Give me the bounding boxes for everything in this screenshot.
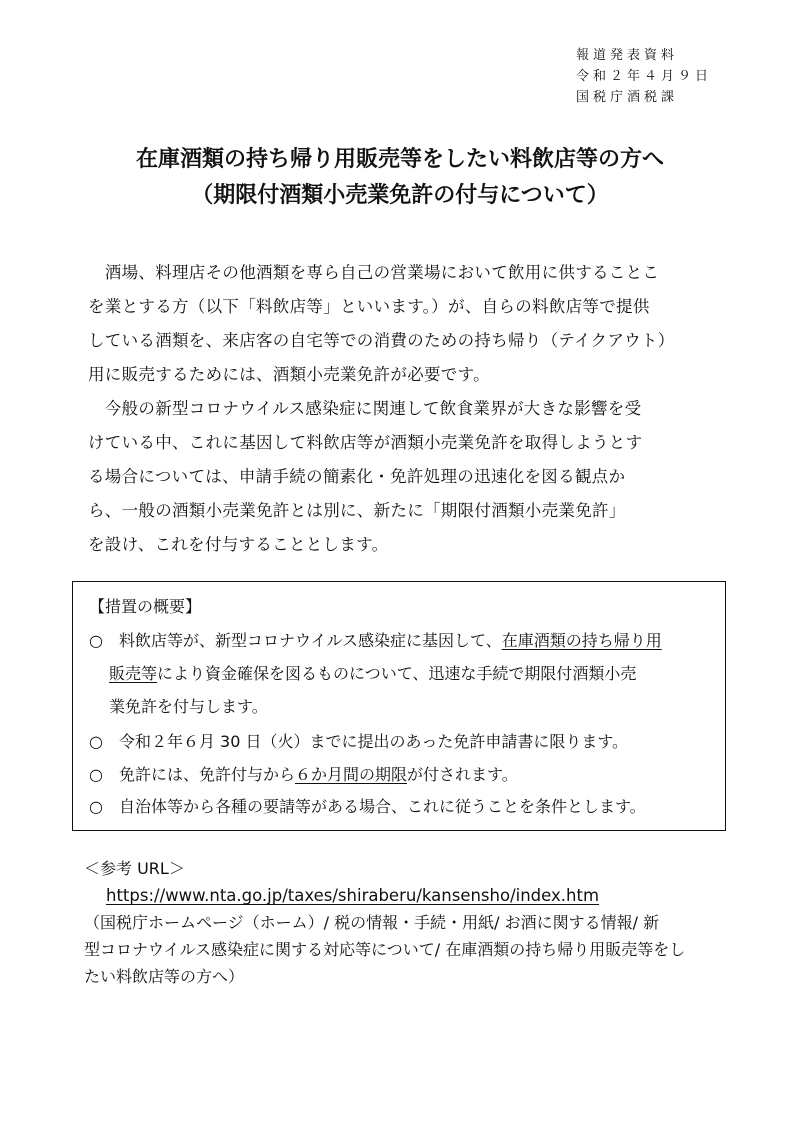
reference-url-link[interactable]: https://www.nta.go.jp/taxes/shiraberu/kansensho/index.htm [106,886,600,905]
reference-path: 型コロナウイルス感染症に関する対応等について/ 在庫酒類の持ち帰り用販売等をし [84,940,686,959]
body-paragraphs [88,256,728,562]
measure-item-1: ○ 料飲店等が、新型コロナウイルス感染症に基因して、在庫酒類の持ち帰り用 [89,631,662,650]
measure-item-2: ○ 令和２年６月 30 日（火）までに提出のあった免許申請書に限ります。 [89,732,629,751]
body-line: 今般の新型コロナウイルス感染症に関連して飲食業界が大きな影響を受 [88,399,642,418]
issuing-office: 国税庁酒税課 [575,90,678,105]
reference-label: ＜参考 URL＞ [84,859,185,878]
underlined-text: 販売等 [109,664,158,683]
body-line: 用に販売するためには、酒類小売業免許が必要です。 [88,365,490,384]
underlined-text: 在庫酒類の持ち帰り用 [501,631,662,650]
body-line: を業とする方（以下「料飲店等」といいます。）が、自らの料飲店等で提供 [88,297,650,316]
reference-path: たい料飲店等の方へ） [84,967,245,986]
body-line: している酒類を、来店客の自宅等での消費のための持ち帰り（テイクアウト） [88,331,675,350]
measure-item-4: ○ 自治体等から各種の要請等がある場合、これに従うことを条件とします。 [89,797,646,816]
title-line-1: 在庫酒類の持ち帰り用販売等をしたい料飲店等の方へ [135,147,664,172]
measure-item-3: ○ 免許には、免許付与から６か月間の期限が付されます。 [89,765,518,784]
body-line: ら、一般の酒類小売業免許とは別に、新たに「期限付酒類小売業免許」 [88,501,626,520]
measure-item-1-cont: 業免許を付与します。 [109,697,268,716]
reference-section [84,855,685,990]
press-release-header [576,45,712,108]
release-date: 令和２年４月９日 [575,69,712,84]
body-line: 酒場、料理店その他酒類を専ら自己の営業場において飲用に供することこ [88,263,660,282]
measures-summary-box [72,581,726,831]
body-line: けている中、これに基因して料飲店等が酒類小売業免許を取得しようとす [88,433,643,452]
body-line: る場合については、申請手続の簡素化・免許処理の迅速化を図る観点か [88,467,626,486]
measure-item-1-cont: 販売等により資金確保を図るものについて、迅速な手続で期限付酒類小売 [109,664,637,683]
box-heading: 【措置の概要】 [89,597,202,616]
title-line-2: （期限付酒類小売業免許の付与について） [191,183,609,208]
underlined-text: ６か月間の期限 [294,765,407,784]
body-line: を設け、これを付与することとします。 [88,535,389,554]
reference-path: （国税庁ホームページ（ホーム）/ 税の情報・手続・用紙/ お酒に関する情報/ 新 [84,913,660,932]
release-type: 報道発表資料 [575,48,678,63]
page-title [0,142,800,214]
